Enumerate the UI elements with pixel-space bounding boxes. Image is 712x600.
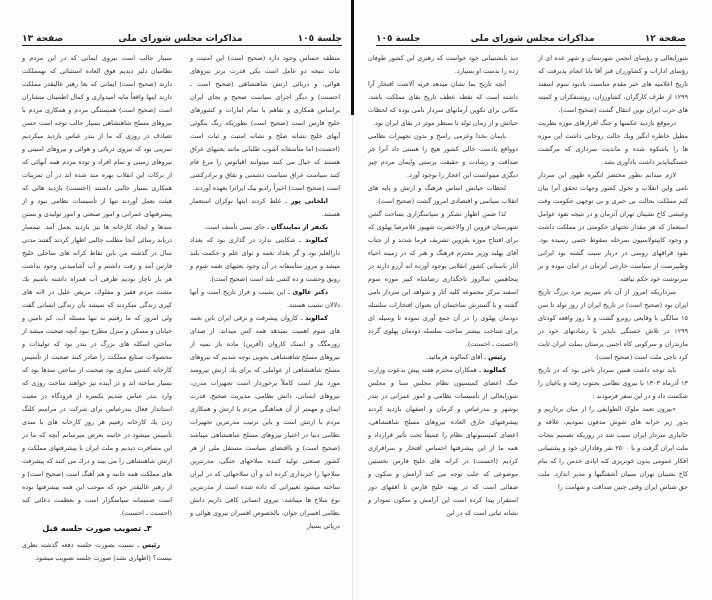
- speaker-name: رئیس: [488, 353, 506, 361]
- speaker-paragraph: [190, 195, 340, 221]
- binding-gutter-shadow: [351, 0, 354, 115]
- left-page-header: [22, 30, 342, 44]
- speaker-text: شکایتی ندارد در گذاری بود که بغداد دارالعلم بود و گر بغداد نغمه و نوای علم و حکمت بلند میشد و مروز متأسفانه در آن وجود بعثیهای نغمه شوم و رونق وحشت و ده کشی بلند است (صحیح است).: [190, 236, 340, 283]
- speaker-paragraph: [190, 221, 340, 234]
- section-heading: ٣ـ تصویب صورت جلسه قبل: [42, 524, 152, 533]
- body-paragraph: آنچه تاریخ بما نشان میدهد قریه آلاشت افتخار آرا داشته است که نقطه عطف تاریخ بقای مملکت باشد، مکانی برای تکوین آرمانهای سردار نامی بوده که لحظات حیاتش و از زمان تولد تا بمنظر موثر در بقای ایران بود.: [368, 80, 518, 127]
- body-paragraph: دید بایشتیبانی خود خواست که رهبری این کشور طوفان زده را بدست او بسپارد.: [368, 54, 518, 75]
- body-paragraph: درموقع بازدید عکسها و جنگ افزارهای موزه بطریت مطیل خاطره انگیز ویك حالت روحانی داشت این موزه ها را باشکوه شده و ماندیت سرداری که مرگشت خستگیناپذیر داشت یادآوری بشد.: [538, 119, 688, 166]
- speaker-text: این نشیب و فراز تاریخ است و آنها دلالان نشیب هستند.: [190, 288, 340, 309]
- speaker-text: کاروان پیشرفت و ترقی ایران باین نغمه های شوم اهمیت نمیدهد همه کس میداند، از صدای زورمگگ و انمنک کاروان (آفرین) ماده باز نمیه از نیروهای مسلح شاهنشاهی بحوبی توجه شدیم که نیروهای مسلح شاهنشاهی از عواملی که برای یك ارتش نیرومند مورد نیاز است کاملاً برخوردار است تجهیزات مدرن، نیروهای انسانی، دانش نظامی، مدیریت صحیح، قدرت ایمان و مهمتر از آن هماهنگی مردم با ارتش و همکاری مردم با ارتش است و باین ترتیب مدرنترین تجهیزات نظامی دنیا در اختیار نیروهای مسلح شاهنشاهی میباشد (صحیح است) و بااقتضای سیاست مستقل ملی از هر کشور صنعتی تولید کننده سلاحهای جنگی، مدرنترین سلاحها را خریداری کرده اند و آن سلاحهائی که در ایران ساخته میشود تغییراتی که داده شده است از مدرنترین نوع سلاح ها میباشد، نیروی انسانی کافی داریم دانش نظامی افسران جوان، بالخصوص افسران نیروی هوائی و دریائی بسیار: [190, 314, 340, 530]
- dash-separator: ـ: [133, 541, 143, 549]
- speaker-name: یکنفر از نمایندگان: [271, 223, 328, 231]
- left-page-column-right: [190, 52, 340, 533]
- body-paragraph: باید توجه داشت همین سردار ناجی بود که در تاریخ ١٣ آذرماه ١٣٠٣ با نیروی نظامی بجنوب رفته و یاغیان را شکست داد و در این سفر فرمودند :: [538, 366, 688, 400]
- right-page: [356, 0, 712, 600]
- speaker-paragraph: [190, 234, 340, 286]
- speaker-name: کمالوند: [305, 314, 329, 322]
- speaker-paragraph: [368, 364, 518, 520]
- body-paragraph: بایمان بخدا وعزمی راسخ و بدون تجهیزات نظامی دوواقع بادست خالی کشور هیچ را هستی داد آنرا جز صداقت و رشادت و حقیقت پرستی وایمان مردم چیز دیگری میتوانست این اعجاز را بوجود آورد.: [368, 132, 518, 179]
- dash-separator: ـ: [285, 288, 293, 296]
- body-paragraph: سیبار جالب است نیروی ایمانی که در این مردم و نظامیان دلیر دیدیم فوق العاده استثنائی که بهمملکت دارند (صحیح است) ایمانی که بعا رهبر عالیقدر مملکت دارند اینها واقعاً مایه امیدواری و کمال اطمینان متشاران است (صحیح است) همبستگی مردم و همکاری مردم با نیروهای مسلح شاهنشاهی بسیار جالب توجه است حسن تصادف در روزی که ما از بندر عباس بازدید میکردیم تمرینی بود که نیروی دریائی و هوائی و نیروهای امنیتی و نیروهای زمینی و تمام افراد و توده مردم همه آنهائی که از برکات این انقلاب بهره مند شده اند در آن تمرینات همکاری بسیار جالبی داشتند (احسنت) بازدید هائی که هیئت بعمل آوردند تنها از تأسیسات نظامی نبود و از پیشرفتهای عمرانی و امور صنعتی و امور تولیدی و بستن سدها و ایجاد کارخانه ها نیز بازدید بعمل آمد. تیمسار دریابد رسائی آنجا مطلب جالبی اظهار کردند گفتند مدتی سال در گذشته من باین نقاط کرانه های ساحلی خلیج فارس آمد و رفت داشتم و آب آشامیدنی وجود نداشت هر بار ناچار بودیم ظرفی آب همراه داشته باشیم یك مشت مردم فقیر و مفلوك، مریض علیل در لانه های کپری زندگی میکردند که نمیشد بآن زندگی انسانی گفت ولی امروز که ما رفتیم نه تنها مسئله آب، کم تامین و خیابان و مسکن و منزل مطرح نبود آنچه صحبت میشد از ساختن اسکله های بزرگ در بندر بود که تولیدات و محصولات صنایع مملکت را صادر کنند صحبت از تأسیس کارخانه کشتی سازی بود صحبت از ساختن سدها بود که بسیار ساخته اند و در آینده نیز خواهند ساخت روزی که وارد بندر عباس شدیم یکسره از فرودگاه در معیت استاندار فعال بندرعباس برای شرکت در مراسم کلنگ زدن یك کارخانه رفتیم هر روز کارخانه های با سدی تأسیس میشود در خاتمه بعرض میرسانم آنچه که ما در این مسافرت دیدیم و ملت ایران با پیشرفتهای مملکت و ارتش شاهنشاهی را می بیند و درك می کنند که پیشرفت های مملکت همه جانبه و هم آهنگ است (صحیح است) و از رهبر عالیقدر خود که موجب این همه پیشرفتها بوده است صمیمانه سپاسگزار است و بعظمت دعائی کند (احسنت ـ احسنت).: [22, 54, 172, 517]
- speaker-text: جای بسی تأسف است.: [204, 223, 266, 231]
- speaker-paragraph: [22, 539, 172, 565]
- dash-separator: ـ: [281, 197, 291, 205]
- left-page-number: صفحة ١٣: [22, 34, 64, 44]
- speaker-name: دکتر عالوی: [292, 288, 328, 296]
- left-page-title: مذاکرات مجلس شورای ملی: [118, 34, 243, 44]
- speaker-name: کمالوند: [483, 366, 506, 374]
- speaker-text: همکاران محترم هفته پیش بدعوت وزارت جنگ اعضای کمیسیون نظام مجلس سنا و مجلس شورایعالی از تأسیسات نظامی و امور عمرانی در بندر بوشهر و بندرعباس و کرمان و اصفهان بازدید کردند پیشرفتهای خارق العاده نیروهای مسلح شاهنشاهی، اعضای کمیسیونهای نظام را عمیقاً تحت تأثیر قرارداد و همه ما از این پیشرفتها احساس افتخار و سرافرازی کردیم (احسنت) در کرانه های خلیج فارس نخستین موضوعی که جلب توجه می کند آرامش و سکون و صفائی است که در پهنه خلیج فارس تا افقهای دور استقرار پیدا کرده است این آرامش و سکون نمودار و نشانه ثباتی است که در این: [368, 366, 518, 517]
- speaker-paragraph: [190, 312, 340, 533]
- body-paragraph: لازم میدانم بطور مختصر انگیزه ظهور این سردار نامی واین انقلاب و تحول کشور وجهات تحقق آنرا بیان کنم مملکت بحالت بی خبری و بی توجهی حکومت وقت وعیشی کاخ نشینان تهران آنزمان و در نتیجه نفوذ عوامل استعمار که هر مقدار تختهای حکومتی در مملکت داشت و وجود کاپیتولاسیون بمرحله سقوط حتمی رسیده بود. نفوذ قراقهای روسی در دربار سبب گشته بود ایرانی وطنپرست از سیاست خارجی آنزمان در امان نبوده و بر سرنوشت خود حکم نیافته.: [538, 171, 688, 283]
- speaker-text: آقای کمالوند فرمائید.: [426, 353, 483, 361]
- body-paragraph: «بیرون تعمد ملوک الطوایفی را از میان برداریم و بدور زیر خرابه های شوش مدفون نمودیم، علاقه و جانبازی سردار ایران سبب شد در روزیکه تصمیم بنجات ملت ایران گرفت و با ٢٥٠٠ نفر وفاداران خود و پشتیبانی افکار عمومی بدون خونریزی کنه ایادی خدمن را که بنام کاخ نشینان تهران سببان آشفتگیها و مدبر اندازد. ملت حق شناس ایران وقتی چنین صداقت و شهامت را: [538, 405, 688, 491]
- right-page-header: [376, 30, 686, 44]
- body-paragraph: منطقه حساس وجود دارد (صحیح است) این امنیت و ثبات نتیجه دو عامل است یکی قدرت برتر نیروهای هوائی، و دریائی ارتش شاهنشاهی (صحیح است ـ احسنت) و دیگر اجرای سیاست صحیح و بجای ایران براساس همکاری و تفاهم با تمام امارات و کشورهای خلیج فارس است (صحیح است) بطوریکه رنگ بنگوئی آبهای خلیج نشانه صلح و نشانه امنیت و ثبات است (احسنت) اما متأسفانه آشوب طلبانی مانند بعثیهای عراق هستند که خیال می کنند میتوانند اقیانوس را مرغ فام کنند سیاست عراق سیاست دشمنی و نفاق و برادرکشی است (صحیح است) اخیراً رادیو بیک ایرانرا بعهده آوردند.: [190, 54, 340, 192]
- speaker-name: کمالوند: [305, 236, 329, 244]
- dash-separator: ـ: [265, 223, 272, 231]
- speaker-name: رئیس: [142, 541, 161, 549]
- body-paragraph: شورایعالی و رؤسای انجمن شهرستان و شهر عده ای از رؤسای ادارات و کشاورزان قبر آقا بابا انجام پذیرفت که تاریخ اعلامیه های خبر مقدم مناسبت یادبود سوم اسفند ١٢٩٩ از طرف کارگران، کشاورزان، روشنفکران و کمیته های حزب ایران نوین انتقال گشت (صحیح است).: [538, 54, 688, 114]
- left-page-column-left: [22, 52, 172, 565]
- body-paragraph: لحظات حیاتش اساس فرهنگ و ارتش و پایه های انقلاب سیاسی و اقتصادی امروز گشت (صحیح است).: [368, 184, 518, 205]
- dash-separator: ـ: [298, 314, 306, 322]
- right-page-column-right: [538, 52, 688, 494]
- left-page: [0, 0, 352, 600]
- speaker-text: نسبت بصورت جلسه دفعه گذشته نظری نیست؟ (اظهاری نشد) صورت جلسه تصویب میشود.: [22, 541, 172, 562]
- right-page-session-label: جلسة ١٠٥: [376, 34, 421, 44]
- speaker-paragraph: [368, 351, 518, 364]
- right-page-header-rule: [376, 45, 686, 46]
- right-page-column-left: [368, 52, 518, 520]
- binding-gutter-line: [352, 115, 353, 600]
- left-page-session-label: جلسة ١٠٥: [297, 34, 342, 44]
- dash-separator: ـ: [476, 366, 484, 374]
- right-page-title: مذاکرات مجلس شورای ملی: [470, 34, 595, 44]
- speaker-paragraph: [190, 286, 340, 312]
- dash-separator: ـ: [482, 353, 489, 361]
- left-page-header-rule: [22, 45, 342, 46]
- body-paragraph: سرداریکه امروز از آن نام میبریم مرد بزرگ تاریخ ایران بود (صحیح است) در تاریخ ایران از روز تولد تا سن ١٥ سالگی با وقایعی روبرو گشت و تا روز واقعه کودتای ١٢٩٩ در تلاش خستگی ناپذیر با رشادتهای خود در مازندران و سرکوبی کاه اجنبی پرستان بملت ایران ثابت کرد ناجی ملت است (صحیح است).: [538, 288, 688, 361]
- body-paragraph: لذا ضمن اظهار تشکر و سپاسگزاری بساحت گشن شهرستان قزوین از والاحضرت شهپور غلامرضا پهلوی که برای افتتاح موزه بقزوین تشریف فرما شدند و از جناب آقای پهلبد وزیر محترم فرهنگ و هنر که در زمینه احیاء آثار باستانی کشور انقلابی بوجود آورده اند آرزو دارند در پنجاهمین سالروز تاجگذاری رضاشاه کبیر موزه سوم اسفند مرکز مجموعه کلیه آثار و شواهد این سردار نامی گشته و با گسترش ساختمان آن بعنوان افتخارات سلسله دودمان پهلوی را در آن جمع آوری نموده تا وسیله ای برای شناخت بیشتر ساخت سلسله دودمان پهلوی گردد (احسنت ـ احسنت).: [368, 210, 518, 348]
- right-page-number: صفحة ١٢: [644, 34, 686, 44]
- dash-separator: ـ: [295, 236, 306, 244]
- speaker-text: غلط کردند اینها نوکران استعمار هستند.: [190, 197, 340, 218]
- speaker-name: ایلخانی پور: [290, 197, 329, 205]
